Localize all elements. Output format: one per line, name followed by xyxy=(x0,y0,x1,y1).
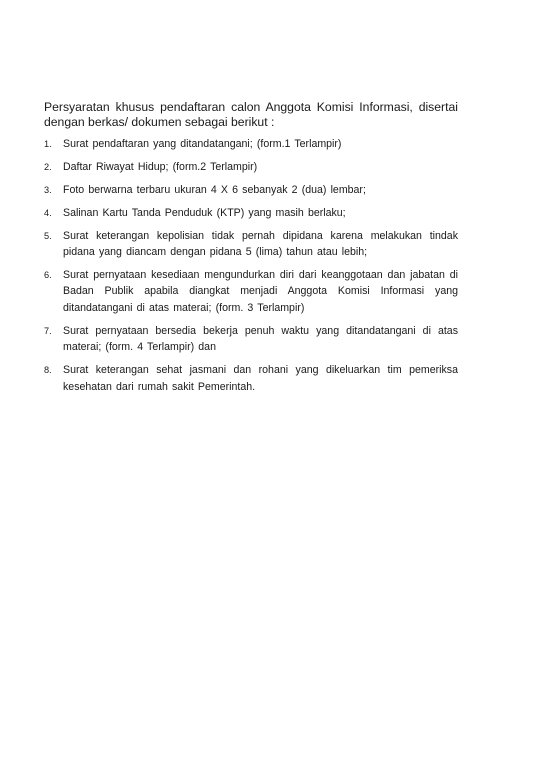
list-number: 6. xyxy=(44,269,52,280)
requirement-text: Surat keterangan kepolisian tidak pernah dipidana karena melakukan tindak pidana yang diancam dengan pidana 5 (lima) tahun atau lebih; xyxy=(63,229,458,259)
requirement-text: Surat pernyataan kesediaan mengundurkan diri dari keanggotaan dan jabatan di Badan Publik apabila diangkat menjadi Anggota Komisi Informasi yang ditandatangani di atas materai; (form. 3 Terlampir) xyxy=(63,268,458,314)
requirements-list xyxy=(44,136,458,395)
requirement-text: Surat keterangan sehat jasmani dan rohani yang dikeluarkan tim pemeriksa kesehatan dari rumah sakit Pemerintah. xyxy=(63,364,458,393)
requirement-item-8 xyxy=(44,362,458,395)
requirement-text: Surat pernyataan bersedia bekerja penuh waktu yang ditandatangani di atas materai; (form. 4 Terlampir) dan xyxy=(63,324,458,354)
document-body xyxy=(44,100,458,402)
requirement-item-6 xyxy=(44,267,458,317)
requirement-text: Surat pendaftaran yang ditandatangani; (form.1 Terlampir) xyxy=(63,138,342,150)
list-number: 4. xyxy=(44,207,52,218)
requirement-item-2 xyxy=(44,159,458,176)
requirement-item-7 xyxy=(44,323,458,356)
requirement-text: Daftar Riwayat Hidup; (form.2 Terlampir) xyxy=(63,160,258,173)
list-number: 7. xyxy=(44,325,52,336)
requirement-text: Salinan Kartu Tanda Penduduk (KTP) yang masih berlaku; xyxy=(63,206,346,219)
requirement-text: Foto berwarna terbaru ukuran 4 X 6 sebanyak 2 (dua) lembar; xyxy=(63,183,366,196)
list-number: 1. xyxy=(44,139,52,149)
list-number: 8. xyxy=(44,365,52,376)
requirement-item-3 xyxy=(44,182,458,199)
requirement-item-1 xyxy=(44,136,458,153)
intro-paragraph: Persyaratan khusus pendaftaran calon Anggota Komisi Informasi, disertai dengan berkas/ dokumen sebagai berikut : xyxy=(44,100,458,129)
list-number: 2. xyxy=(44,161,52,172)
list-number: 5. xyxy=(44,230,52,241)
requirement-item-5 xyxy=(44,228,458,261)
list-number: 3. xyxy=(44,184,52,195)
requirement-item-4 xyxy=(44,205,458,222)
